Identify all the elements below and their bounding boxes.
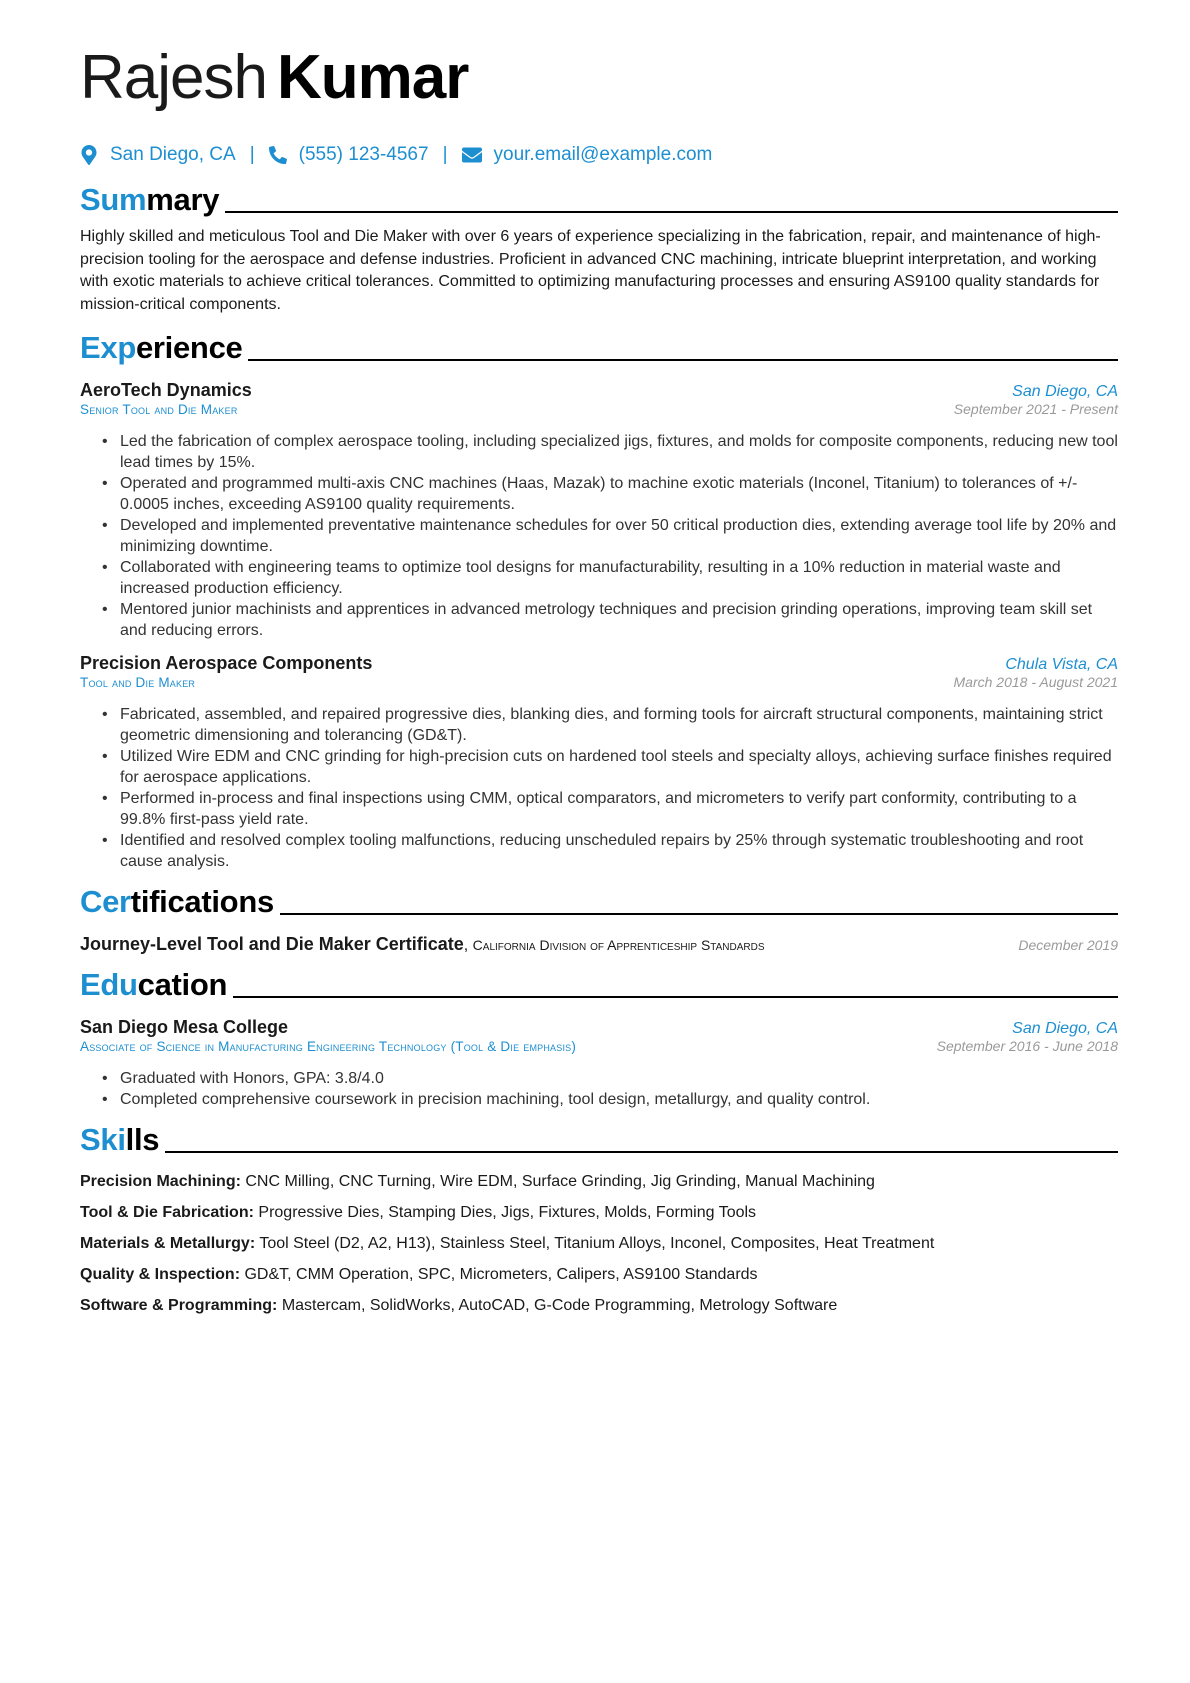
heading-rest: cation <box>137 967 228 1002</box>
contact-phone[interactable] <box>269 144 429 166</box>
skill-category: Quality & Inspection: <box>80 1266 241 1283</box>
skill-row <box>80 1172 1118 1192</box>
list-item: • Developed and implemented preventative maintenance schedules for over 50 critical production dies, extending average tool life by 20% and minimizing downtime. <box>102 515 1118 557</box>
contact-location <box>80 144 236 166</box>
contact-bar <box>80 142 1118 168</box>
skill-row <box>80 1265 1118 1285</box>
skill-category: Materials & Metallurgy: <box>80 1235 256 1252</box>
section-rule <box>225 211 1118 213</box>
company-name: AeroTech Dynamics <box>80 380 252 400</box>
certification-text: Journey-Level Tool and Die Maker Certificate, California Division of Apprenticeship Standards <box>80 934 765 954</box>
location-text: San Diego, CA <box>110 144 236 165</box>
job-location: Chula Vista, CA <box>1005 656 1118 673</box>
skill-row <box>80 1296 1118 1316</box>
contact-separator: | <box>442 144 448 165</box>
job-dates: September 2021 - Present <box>953 401 1118 417</box>
job-subheader <box>80 401 1118 417</box>
heading-accent: Sum <box>80 182 147 217</box>
school-name: San Diego Mesa College <box>80 1017 289 1037</box>
section-rule <box>248 359 1118 361</box>
education-bullets <box>102 1068 1118 1110</box>
envelope-icon <box>462 147 482 163</box>
job-entry <box>80 380 1118 641</box>
skill-values: Mastercam, SolidWorks, AutoCAD, G-Code Programming, Metrology Software <box>281 1297 838 1314</box>
job-bullets <box>102 431 1118 641</box>
skill-values: Progressive Dies, Stamping Dies, Jigs, Fixtures, Molds, Forming Tools <box>258 1204 757 1221</box>
job-bullets <box>102 704 1118 872</box>
education-entry <box>80 1017 1118 1110</box>
section-title <box>80 965 227 1005</box>
experience-heading <box>80 324 1118 368</box>
skill-category: Software & Programming: <box>80 1297 278 1314</box>
phone-icon <box>269 145 287 165</box>
job-dates: March 2018 - August 2021 <box>953 674 1118 690</box>
list-item: • Identified and resolved complex tooling malfunctions, reducing unscheduled repairs by 25% through systematic troubleshooting and root cause analysis. <box>102 830 1118 872</box>
certifications-heading <box>80 878 1118 922</box>
list-item: • Led the fabrication of complex aerospace tooling, including specialized jigs, fixtures, and molds for composite components, reducing new tool lead times by 15%. <box>102 431 1118 473</box>
skill-row <box>80 1234 1118 1254</box>
section-title <box>80 328 242 368</box>
skill-category: Precision Machining: <box>80 1173 241 1190</box>
education-header <box>80 1017 1118 1038</box>
certification-item <box>80 934 1118 955</box>
list-item: • Mentored junior machinists and apprentices in advanced metrology techniques and precision grinding operations, improving team skill set and reducing errors. <box>102 599 1118 641</box>
heading-accent: Edu <box>80 967 138 1002</box>
list-item: • Fabricated, assembled, and repaired progressive dies, blanking dies, and forming tools for aircraft structural components, maintaining strict geometric dimensioning and tolerancing (GD&T). <box>102 704 1118 746</box>
email-link[interactable]: your.email@example.com <box>493 144 713 165</box>
degree-name: Associate of Science in Manufacturing Engineering Technology (Tool & Die emphasis) <box>80 1039 577 1054</box>
list-item: • Collaborated with engineering teams to optimize tool designs for manufacturability, resulting in a 10% reduction in material waste and increased production efficiency. <box>102 557 1118 599</box>
last-name: Kumar <box>277 43 469 112</box>
heading-rest: lls <box>125 1122 160 1157</box>
list-item: • Performed in-process and final inspections using CMM, optical comparators, and micrometers to verify part conformity, contributing to a 99.8% first-pass yield rate. <box>102 788 1118 830</box>
education-subheader <box>80 1038 1118 1054</box>
list-item: • Completed comprehensive coursework in precision machining, tool design, metallurgy, and quality control. <box>102 1089 1118 1110</box>
section-title <box>80 1120 159 1160</box>
list-item: • Operated and programmed multi-axis CNC machines (Haas, Mazak) to machine exotic materials (Inconel, Titanium) to tolerances of +/- 0.0005 inches, exceeding AS9100 quality requirements. <box>102 473 1118 515</box>
skill-values: Tool Steel (D2, A2, H13), Stainless Steel, Titanium Alloys, Inconel, Composites, Heat Treatment <box>259 1235 935 1252</box>
heading-accent: Exp <box>80 330 136 365</box>
contact-separator: | <box>249 144 255 165</box>
skill-row <box>80 1203 1118 1223</box>
school-location: San Diego, CA <box>1012 1020 1118 1037</box>
list-item: • Utilized Wire EDM and CNC grinding for high-precision cuts on hardened tool steels and specialty alloys, achieving surface finishes required for aerospace applications. <box>102 746 1118 788</box>
section-title <box>80 180 219 220</box>
company-name: Precision Aerospace Components <box>80 653 373 673</box>
section-rule <box>165 1151 1118 1153</box>
certification-issuer: California Division of Apprenticeship Standards <box>472 937 765 953</box>
certification-name: Journey-Level Tool and Die Maker Certificate <box>80 934 464 954</box>
job-header <box>80 653 1118 674</box>
first-name: Rajesh <box>80 43 267 112</box>
map-marker-icon <box>80 145 98 165</box>
heading-rest: mary <box>146 182 220 217</box>
heading-rest: tifications <box>130 884 274 919</box>
list-item: • Graduated with Honors, GPA: 3.8/4.0 <box>102 1068 1118 1089</box>
education-dates: September 2016 - June 2018 <box>936 1038 1118 1054</box>
skill-values: GD&T, CMM Operation, SPC, Micrometers, Calipers, AS9100 Standards <box>244 1266 758 1283</box>
certification-date: December 2019 <box>1018 937 1118 953</box>
job-role: Tool and Die Maker <box>80 675 196 690</box>
skill-values: CNC Milling, CNC Turning, Wire EDM, Surface Grinding, Jig Grinding, Manual Machining <box>245 1173 875 1190</box>
heading-accent: Cer <box>80 884 131 919</box>
summary-heading <box>80 176 1118 220</box>
section-rule <box>233 996 1118 998</box>
skill-category: Tool & Die Fabrication: <box>80 1204 254 1221</box>
job-location: San Diego, CA <box>1012 383 1118 400</box>
job-subheader <box>80 674 1118 690</box>
heading-accent: Ski <box>80 1122 126 1157</box>
contact-email[interactable] <box>462 144 713 166</box>
education-heading <box>80 961 1118 1005</box>
job-header <box>80 380 1118 401</box>
skills-list <box>80 1172 1118 1316</box>
section-rule <box>280 913 1118 915</box>
job-entry <box>80 653 1118 872</box>
heading-rest: erience <box>135 330 243 365</box>
phone-text[interactable]: (555) 123-4567 <box>298 144 429 165</box>
summary-text: Highly skilled and meticulous Tool and Die Maker with over 6 years of experience specializing in the fabrication, repair, and maintenance of high-precision tooling for the aerospace and defense industries. Proficient in advanced CNC machining, intricate blueprint interpretation, and working with exotic materials to achieve critical tolerances. Committed to optimizing manufacturing processes and ensuring AS9100 quality standards for mission-critical components. <box>80 228 1101 313</box>
candidate-name <box>80 42 1118 118</box>
section-title <box>80 882 274 922</box>
skills-heading <box>80 1116 1118 1160</box>
job-role: Senior Tool and Die Maker <box>80 402 238 417</box>
